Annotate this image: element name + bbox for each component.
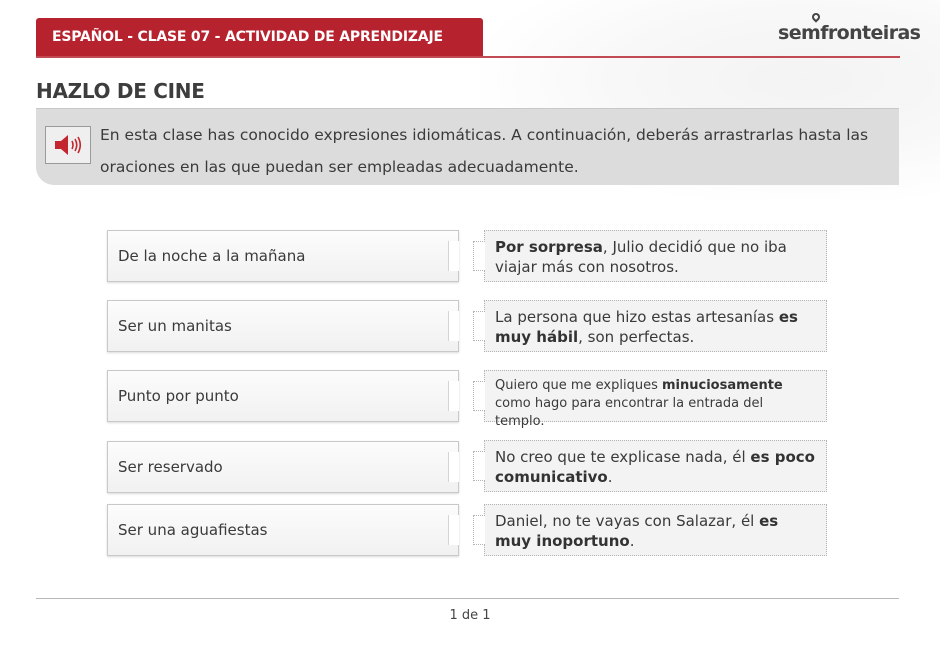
audio-button[interactable] xyxy=(45,126,91,164)
sentence-highlight: Por sorpresa xyxy=(495,238,603,256)
drop-notch xyxy=(473,451,485,481)
draggable-expression[interactable] xyxy=(107,504,459,556)
connector-tab xyxy=(448,515,459,545)
draggable-expression[interactable] xyxy=(107,441,459,493)
sentence-text: , son perfectas. xyxy=(578,328,695,346)
instructions-text: En esta clase has conocido expresiones idiomáticas. A continuación, deberás arrastrarlas hasta las oraciones en las que puedan ser empleadas adecuadamente. xyxy=(100,126,869,176)
expression-label: Ser reservado xyxy=(118,458,223,476)
match-row xyxy=(0,504,940,560)
draggable-expression[interactable] xyxy=(107,230,459,282)
sentence-text: La persona que hizo estas artesanías xyxy=(495,308,779,326)
drop-target-sentence[interactable] xyxy=(484,504,827,556)
connector-tab xyxy=(448,241,459,271)
match-row xyxy=(0,440,940,496)
drop-target-sentence[interactable] xyxy=(484,370,827,429)
drop-notch xyxy=(473,381,485,411)
draggable-expression[interactable] xyxy=(107,370,459,422)
expression-label: De la noche a la mañana xyxy=(118,247,306,265)
sentence-text: . xyxy=(629,532,635,550)
drop-target-sentence[interactable] xyxy=(484,440,827,492)
footer-divider xyxy=(36,598,899,599)
expression-label: Ser un manitas xyxy=(118,317,232,335)
expression-label: Ser una aguafiestas xyxy=(118,521,268,539)
drop-target-sentence[interactable] xyxy=(484,230,827,282)
match-row xyxy=(0,230,940,286)
sentence-text: Daniel, no te vayas con Salazar, él xyxy=(495,512,760,530)
page-title: HAZLO DE CINE xyxy=(36,79,205,103)
sentence-highlight: es poco comunicativo xyxy=(495,448,815,486)
expression-label: Punto por punto xyxy=(118,387,239,405)
sentence-highlight: minuciosamente xyxy=(661,378,783,393)
sentence-text: . xyxy=(607,468,613,486)
connector-tab xyxy=(448,381,459,411)
match-row xyxy=(0,370,940,429)
sentence-highlight: es muy hábil xyxy=(495,308,798,346)
sentence-text: No creo que te explicase nada, él xyxy=(495,448,751,466)
brand-logo xyxy=(778,22,920,44)
instructions-panel xyxy=(36,108,899,185)
sentence-text: Quiero que me expliques xyxy=(495,378,662,393)
page-indicator: 1 de 1 xyxy=(449,608,491,623)
match-row xyxy=(0,300,940,356)
header-divider xyxy=(36,56,900,58)
sentence-text: , Julio decidió que no iba viajar más con nosotros. xyxy=(495,238,787,276)
drop-notch xyxy=(473,311,485,341)
speaker-icon xyxy=(53,134,83,156)
sentence-text: como hago para encontrar la entrada del templo. xyxy=(495,396,764,429)
sentence-highlight: es muy inoportuno xyxy=(495,512,779,550)
drop-target-sentence[interactable] xyxy=(484,300,827,352)
connector-tab xyxy=(448,311,459,341)
connector-tab xyxy=(448,452,459,482)
course-banner: ESPAÑOL - CLASE 07 - ACTIVIDAD DE APRENDIZAJE xyxy=(36,18,483,57)
draggable-expression[interactable] xyxy=(107,300,459,352)
logo-text: semfronteiras xyxy=(778,22,921,44)
drop-notch xyxy=(473,515,485,545)
drop-notch xyxy=(473,241,485,271)
